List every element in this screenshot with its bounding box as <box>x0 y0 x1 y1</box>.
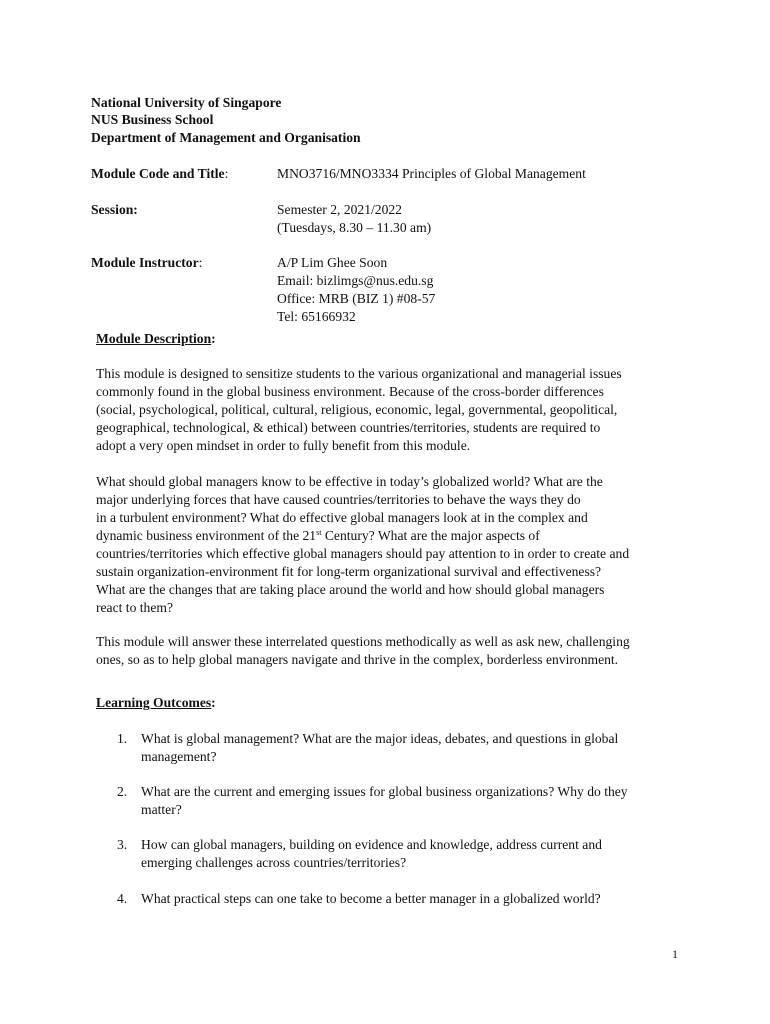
superscript-ordinal: st <box>316 528 322 537</box>
description-paragraph-1 <box>96 365 696 455</box>
instructor-office: Office: MRB (BIZ 1) #08-57 <box>277 291 436 306</box>
paragraph-line: react to them? <box>96 600 173 615</box>
outcome-number: 3. <box>117 837 128 852</box>
module-code-label-wrap <box>91 165 228 183</box>
paragraph-line: What are the changes that are taking place around the world and how should global managers <box>96 582 605 597</box>
module-code-colon: : <box>224 166 229 181</box>
session-label: Session: <box>91 202 138 217</box>
instructor-tel: Tel: 65166932 <box>277 309 356 324</box>
outcome-number: 1. <box>117 731 128 746</box>
university-name: National University of Singapore <box>91 95 282 110</box>
module-code-label: Module Code and Title <box>91 166 225 181</box>
paragraph-line-with-superscript <box>96 527 696 545</box>
description-heading: Module Description <box>96 331 212 346</box>
description-paragraph-3 <box>96 633 696 669</box>
description-heading-colon: : <box>211 331 216 346</box>
outcome-line: How can global managers, building on evidence and knowledge, address current and <box>141 837 602 852</box>
module-code-value: MNO3716/MNO3334 Principles of Global Management <box>277 166 586 181</box>
outcome-line: What is global management? What are the major ideas, debates, and questions in global <box>141 731 619 746</box>
paragraph-line: ones, so as to help global managers navigate and thrive in the complex, borderless environment. <box>96 652 619 667</box>
paragraph-line: countries/territories which effective global managers should pay attention to in order to create and <box>96 546 630 561</box>
instructor-email: Email: bizlimgs@nus.edu.sg <box>277 273 434 288</box>
paragraph-line: (social, psychological, political, cultural, religious, economic, legal, governmental, geopolitical, <box>96 402 618 417</box>
learning-outcomes-heading-colon: : <box>211 695 216 710</box>
paragraph-line: adopt a very open mindset in order to fully benefit from this module. <box>96 438 471 453</box>
outcome-number: 4. <box>117 891 128 906</box>
instructor-label: Module Instructor <box>91 255 199 270</box>
description-heading-wrap <box>96 330 216 348</box>
school-name: NUS Business School <box>91 112 214 127</box>
line-part: dynamic business environment of the 21 <box>96 528 317 543</box>
outcome-line: management? <box>141 749 217 764</box>
learning-outcomes-heading: Learning Outcomes <box>96 695 212 710</box>
outcome-line: emerging challenges across countries/territories? <box>141 855 407 870</box>
outcome-item <box>141 783 628 819</box>
outcome-line: What are the current and emerging issues for global business organizations? Why do they <box>141 784 628 799</box>
paragraph-line: This module is designed to sensitize students to the various organizational and managerial issues <box>96 366 622 381</box>
description-paragraph-2 <box>96 473 696 617</box>
paragraph-line: major underlying forces that have caused countries/territories to behave the ways they do <box>96 492 581 507</box>
page-number: 1 <box>672 947 678 961</box>
department-name: Department of Management and Organisation <box>91 130 361 145</box>
paragraph-line: sustain organization-environment fit for long-term organizational survival and effectiveness? <box>96 564 602 579</box>
instructor-label-wrap <box>91 254 202 272</box>
paragraph-line: This module will answer these interrelated questions methodically as well as ask new, challenging <box>96 634 630 649</box>
session-line: (Tuesdays, 8.30 – 11.30 am) <box>277 220 432 235</box>
outcome-item <box>141 836 602 872</box>
line-part: Century? What are the major aspects of <box>321 528 540 543</box>
paragraph-line: commonly found in the global business environment. Because of the cross-border differences <box>96 384 604 399</box>
outcome-line: matter? <box>141 802 182 817</box>
paragraph-line: in a turbulent environment? What do effective global managers look at in the complex and <box>96 510 588 525</box>
session-line: Semester 2, 2021/2022 <box>277 202 402 217</box>
learning-outcomes-heading-wrap <box>96 694 216 712</box>
outcome-line: What practical steps can one take to become a better manager in a globalized world? <box>141 891 601 906</box>
outcome-item <box>141 890 601 908</box>
paragraph-line: geographical, technological, & ethical) between countries/territories, students are required to <box>96 420 601 435</box>
outcome-item <box>141 730 618 766</box>
instructor-colon: : <box>198 255 203 270</box>
outcome-number: 2. <box>117 784 128 799</box>
instructor-name: A/P Lim Ghee Soon <box>277 255 388 270</box>
paragraph-line: What should global managers know to be effective in today’s globalized world? What are the <box>96 474 603 489</box>
